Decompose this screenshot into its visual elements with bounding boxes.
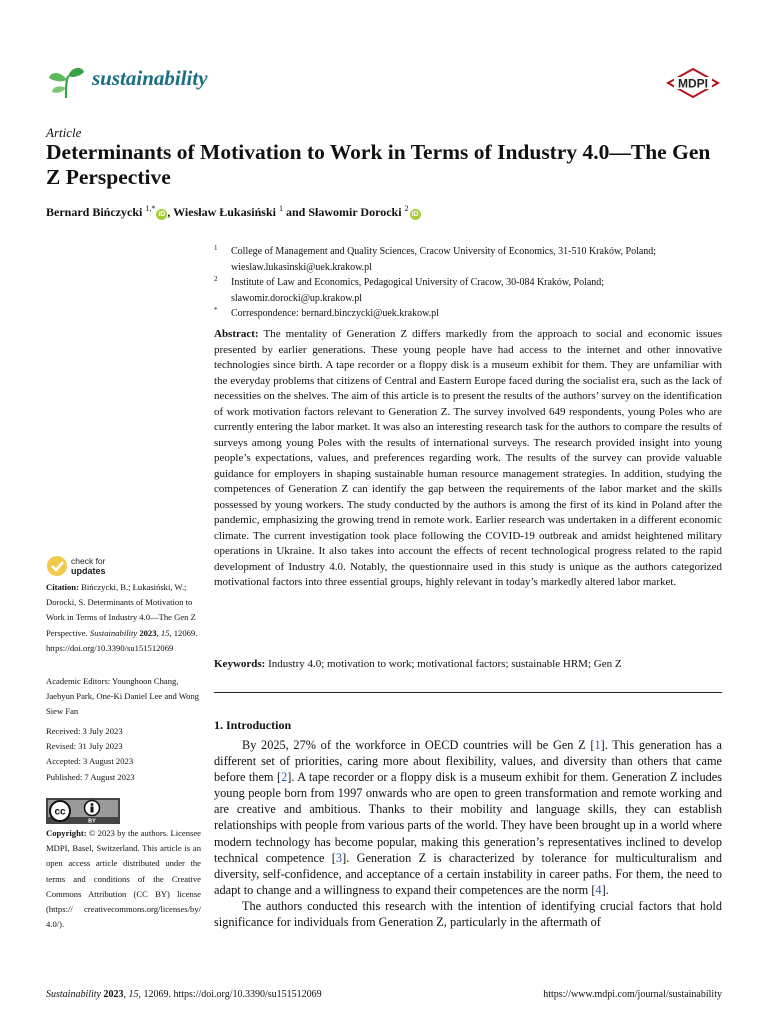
publication-dates bbox=[46, 724, 201, 785]
body-text-run: ]. This generation has a different set of priorities, caring more about flexibility, values, and diversity than others that came before them [ bbox=[214, 738, 722, 785]
affiliation-mark: 2 bbox=[214, 275, 218, 283]
academic-editors: Academic Editors: Younghoon Chang, Jaehyun Park, One-Ki Daniel Lee and Wong Siew Fan bbox=[46, 676, 200, 717]
affiliation-item bbox=[214, 306, 724, 322]
footer-volume: 15 bbox=[128, 989, 139, 1000]
check-label-line1: check for bbox=[71, 556, 106, 566]
orcid-icon[interactable]: iD bbox=[411, 211, 419, 218]
footer-doi[interactable]: , 12069. https://doi.org/10.3390/su151512069 bbox=[138, 989, 322, 1000]
body-text-run: ]. Generation Z is characterized by tolerance for multiculturalism and diversity, self-confidence, and acceptance of a certain instability in career paths. For them, the need to adapt to change and a willingness to expand their competences are the norm [ bbox=[214, 850, 723, 897]
reference-link[interactable]: 2 bbox=[281, 770, 288, 785]
affiliation-text: College of Management and Quality Sciences, Cracow University of Economics, 31-510 Kraków, Poland; wieslaw.lukasinski@uek.krakow.pl bbox=[231, 246, 657, 273]
date-accepted: Accepted: 3 August 2023 bbox=[46, 756, 134, 767]
author-affiliation-mark: 2 bbox=[404, 204, 409, 213]
author-affiliation-mark: 1,* bbox=[145, 204, 156, 213]
citation-volume: 15 bbox=[160, 627, 170, 638]
body-paragraph bbox=[214, 737, 722, 898]
check-for-updates-badge[interactable] bbox=[46, 553, 156, 579]
by-text: BY bbox=[88, 818, 96, 824]
abstract bbox=[214, 327, 722, 591]
reference-link[interactable]: 4 bbox=[595, 882, 602, 897]
section-divider bbox=[214, 692, 722, 693]
citation-separator: , bbox=[156, 627, 161, 638]
affiliation-item bbox=[214, 275, 724, 306]
check-label-line2: updates bbox=[71, 566, 106, 576]
journal-leaf-logo-icon bbox=[46, 64, 86, 100]
citation-authors: Bińczycki, B.; Łukasiński, W.; Dorocki, S. Determinants of Motivation to Work in Terms of Industry 4.0—The Gen Z Perspective. bbox=[46, 582, 196, 638]
footer-separator: , bbox=[123, 989, 129, 1000]
author-name: Sławomir Dorocki bbox=[308, 205, 405, 219]
footer-year: 2023 bbox=[101, 989, 124, 1000]
date-published: Published: 7 August 2023 bbox=[46, 771, 135, 782]
author-separator: , bbox=[167, 205, 174, 219]
author-list bbox=[46, 204, 421, 220]
article-title: Determinants of Motivation to Work in Terms of Industry 4.0—The Gen Z Perspective bbox=[46, 140, 711, 189]
cc-text: cc bbox=[54, 806, 66, 818]
affiliation-text: Institute of Law and Economics, Pedagogical University of Cracow, 30-084 Kraków, Poland; slawomir.dorocki@up.krakow.pl bbox=[231, 277, 605, 304]
date-revised: Revised: 31 July 2023 bbox=[46, 741, 123, 752]
orcid-icon[interactable]: iD bbox=[158, 211, 166, 218]
footer-journal: Sustainability bbox=[46, 989, 101, 1000]
mdpi-logo-text: MDPI bbox=[678, 76, 708, 91]
citation-block bbox=[46, 580, 201, 656]
copyright-notice bbox=[46, 826, 201, 932]
journal-name: sustainability bbox=[92, 66, 208, 90]
abstract-text: The mentality of Generation Z differs markedly from the approach to social and economic issues presented by earlier generations. These young people have had access to the internet and other innovative technologies since birth. A tape recorder or a floppy disk is a museum exhibit for them. They are unfamiliar with the everyday problems that citizens of Central and Eastern Europe faced during the socialist era, such as the lack of necessities on the shelves. The aim of this article is to present the results of the authors’ survey on the identification of work motivation factors relevant to Generation Z. The survey involved 649 respondents, young Poles who are currently entering the labor market. It was also an interesting research task for the authors to compare the results of surveys among young Poles with the results of international surveys. The research provided insight into young people’s expectations, values, and preferences regarding work. The results of the survey can provide valuable guidance for employers in shaping sustainable human resource management strategies. In addition, studying the competences of Generation Z can identify the gap between the requirements of the labor market and the skills possessed by young workers. The study conducted by the authors is among the first of its kind in Poland after the pandemic, emphasizing the growing trend in remote work. Earlier research was undertaken in a different economic climate. The current investigation took place following the COVID-19 outbreak and amidst heightened military operations in Ukraine. It also takes into account the effects of recent technological progress related to the rapid development of Industry 4.0. Notably, the questionnaire used in this study is unique as the authors categorized motivational factors into three essential groups, highly relevant in today’s markedly altered labor market. bbox=[214, 328, 722, 588]
check-circle-icon bbox=[47, 556, 67, 576]
section-heading: 1. Introduction bbox=[214, 718, 292, 732]
keywords bbox=[214, 657, 722, 672]
author-name: Wiesław Łukasiński bbox=[173, 205, 279, 219]
footer-citation bbox=[46, 989, 322, 1000]
author-separator: and bbox=[282, 205, 309, 219]
affiliation-mark: * bbox=[214, 306, 218, 314]
citation-year: 2023 bbox=[137, 627, 157, 638]
mdpi-logo-icon bbox=[664, 67, 722, 99]
date-received: Received: 3 July 2023 bbox=[46, 726, 123, 736]
abstract-label: Abstract: bbox=[214, 328, 259, 340]
citation-doi[interactable]: , 12069. https://doi.org/10.3390/su151512069 bbox=[46, 627, 198, 653]
author-name: Bernard Bińczycki bbox=[46, 205, 146, 219]
reference-link[interactable]: 1 bbox=[594, 738, 601, 752]
copyright-label: Copyright: bbox=[46, 828, 87, 838]
keywords-text: Industry 4.0; motivation to work; motivational factors; sustainable HRM; Gen Z bbox=[268, 658, 622, 670]
affiliation-text: Correspondence: bernard.binczycki@uek.krakow.pl bbox=[231, 308, 439, 319]
affiliation-mark: 1 bbox=[214, 244, 218, 252]
introduction-body bbox=[214, 737, 722, 930]
body-text-run: By 2025, 27% of the workforce in OECD countries will be Gen Z [ bbox=[242, 738, 595, 752]
keywords-label: Keywords: bbox=[214, 658, 266, 670]
citation-label: Citation: bbox=[46, 582, 79, 592]
body-text-run: ]. A tape recorder or a floppy disk is a museum exhibit for them. Generation Z includes young people born from 1997 onwards who are open to green transformation and remote working and are creative and ambitious. Thanks to their mobility and language skills, they can establish relationships with people from various parts of the world. They have been brought up in a world where modern technology has become popular, making this generation’s representatives inclined to develop technical competence [ bbox=[214, 770, 722, 865]
body-text-run: The authors conducted this research with the intention of identifying crucial factors that hold significance for individuals from Generation Z, particularly in the aftermath of bbox=[214, 898, 722, 930]
citation-journal: Sustainability bbox=[89, 627, 138, 638]
reference-link[interactable]: 3 bbox=[335, 850, 343, 865]
author-affiliation-mark: 1 bbox=[278, 204, 283, 213]
article-type-label: Article bbox=[46, 125, 82, 140]
footer-journal-url[interactable]: https://www.mdpi.com/journal/sustainability bbox=[543, 989, 722, 1000]
cc-by-license-icon[interactable] bbox=[46, 798, 120, 824]
body-paragraph bbox=[214, 898, 722, 930]
copyright-text: © 2023 by the authors. Licensee MDPI, Basel, Switzerland. This article is an open access article distributed under the terms and conditions of the Creative Commons Attribution (CC BY) license (https:// creativecommons.org/licenses/by/ 4.0/). bbox=[46, 828, 201, 930]
body-text-run: ]. bbox=[601, 882, 609, 897]
affiliations bbox=[214, 244, 724, 322]
affiliation-item bbox=[214, 244, 724, 275]
